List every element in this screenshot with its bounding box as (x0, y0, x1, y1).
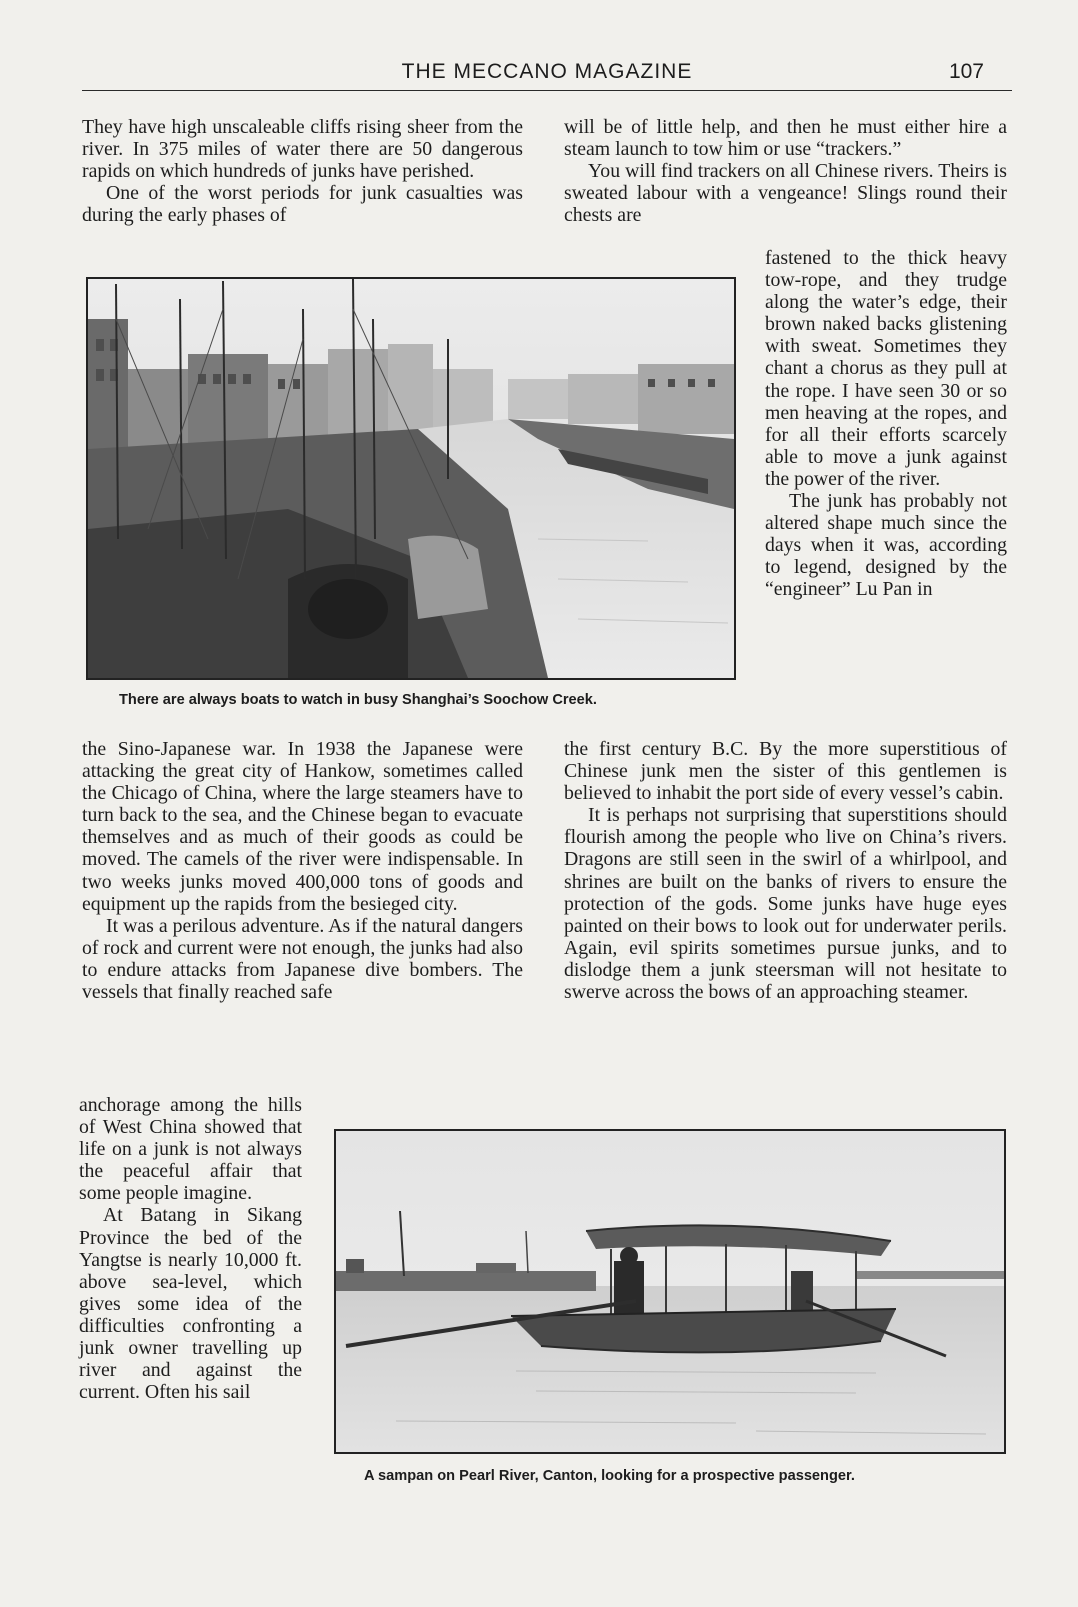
paragraph: fastened to the thick heavy tow-rope, and they trudge along the water’s edge, their brown naked backs glistening with sweat. Sometimes they chant a chorus as they pull at the rope. I have seen 30 or so men heaving at the ropes, and for all their efforts scarcely able to move a junk against the power of the river. (765, 247, 1007, 490)
paragraph: the first century B.C. By the more superstitious of Chinese junk men the sister of this gentlemen is believed to inhabit the port side of every vessel’s cabin. (564, 738, 1007, 805)
paragraph: the Sino-Japanese war. In 1938 the Japanese were attacking the great city of Hankow, sometimes called the Chicago of China, where the large steamers have to turn back to the sea, and the Chinese began to evacuate themselves and as much of their goods as could be moved. The camels of the river were indispensable. In two weeks junks moved 400,000 tons of goods and equipment up the rapids from the besieged city. (82, 738, 523, 915)
paragraph: will be of little help, and then he must either hire a steam launch to tow him or use “trackers.” (564, 116, 1007, 161)
text-block-right-top (564, 116, 1007, 226)
page-header (82, 58, 1012, 91)
caption-soochow-creek: There are always boats to watch in busy Shanghai’s Soochow Creek. (119, 692, 597, 708)
text-block-left-mid (82, 738, 523, 1003)
junks-on-creek-illustration (88, 279, 734, 678)
paragraph: One of the worst periods for junk casualties was during the early phases of (82, 182, 523, 227)
paragraph: The junk has probably not altered shape much since the days when it was, according to legend, designed by the “engineer” Lu Pan in (765, 490, 1007, 601)
text-block-left-top (82, 116, 523, 226)
text-block-right-mid (564, 738, 1007, 1003)
text-block-left-narrow (79, 1094, 302, 1403)
sampan-illustration (336, 1131, 1004, 1452)
caption-sampan: A sampan on Pearl River, Canton, looking for a prospective passenger. (364, 1468, 855, 1484)
magazine-title: THE MECCANO MAGAZINE (401, 60, 693, 83)
page-number: 107 (948, 60, 984, 83)
paragraph: At Batang in Sikang Province the bed of the Yangtse is nearly 10,000 ft. above sea-level, which gives some idea of the difficulties confronting a junk owner travelling up river and against the current. Often his sail (79, 1204, 302, 1404)
text-block-right-narrow (765, 247, 1007, 601)
photo-soochow-creek (86, 277, 736, 680)
paragraph: It was a perilous adventure. As if the natural dangers of rock and current were not enough, the junks had also to endure attacks from Japanese dive bombers. The vessels that finally reached safe (82, 914, 523, 1004)
paragraph: anchorage among the hills of West China showed that life on a junk is not always the peaceful affair that some people imagine. (79, 1094, 302, 1205)
photo-sampan-pearl-river (334, 1129, 1006, 1454)
paragraph: They have high unscaleable cliffs rising sheer from the river. In 375 miles of water there are 50 dangerous rapids on which hundreds of junks have perished. (82, 116, 523, 183)
paragraph: It is perhaps not surprising that superstitions should flourish among the people who live on China’s rivers. Dragons are still seen in the swirl of a whirlpool, and shrines are built on the banks of rivers to ensure the protection of the gods. Some junks have huge eyes painted on their bows to look out for underwater perils. Again, evil spirits sometimes pursue junks, and to dislodge them a junk steersman will not hesitate to swerve across the bows of an approaching steamer. (564, 804, 1007, 1004)
paragraph: You will find trackers on all Chinese rivers. Theirs is sweated labour with a vengeance! Slings round their chests are (564, 160, 1007, 227)
